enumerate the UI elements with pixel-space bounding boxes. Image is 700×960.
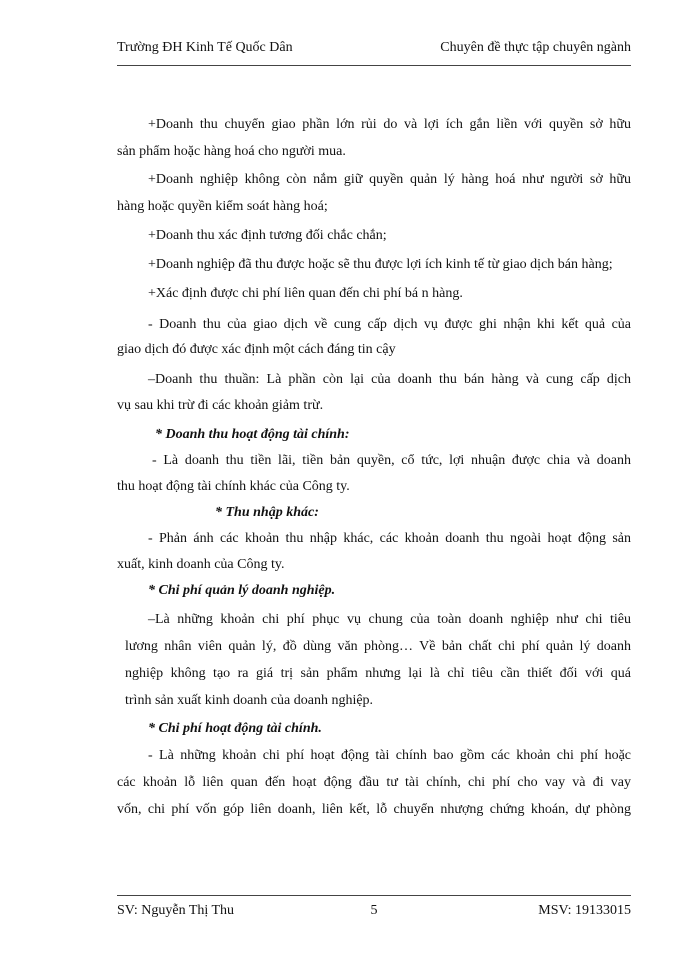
text-line: –Là những khoản chi phí phục vụ chung của toàn doanh nghiệp như chi tiêu — [148, 612, 631, 627]
text-line: vốn, chi phí vốn góp liên doanh, liên kết, lỗ chuyển nhượng chứng khoán, dự phòng — [117, 802, 631, 817]
text-line: +Doanh thu xác định tương đối chắc chắn; — [148, 228, 387, 243]
text-line: +Doanh nghiệp đã thu được hoặc sẽ thu được lợi ích kinh tế từ giao dịch bán hàng; — [148, 257, 613, 272]
section-heading: * Chi phí hoạt động tài chính. — [148, 721, 322, 736]
header-title: Chuyên đề thực tập chuyên ngành — [440, 40, 631, 55]
text-line: các khoản lỗ liên quan đến hoạt động đầu tư tài chính, chi phí cho vay và đi vay — [117, 775, 631, 790]
header-school: Trường ĐH Kinh Tế Quốc Dân — [117, 40, 293, 55]
text-line: –Doanh thu thuần: Là phần còn lại của doanh thu bán hàng và cung cấp dịch — [148, 372, 631, 387]
text-line: xuất, kinh doanh của Công ty. — [117, 557, 285, 572]
text-line: +Xác định được chi phí liên quan đến chi phí bá n hàng. — [148, 286, 463, 301]
text-line: thu hoạt động tài chính khác của Công ty. — [117, 479, 350, 494]
text-line: trình sản xuất kinh doanh của doanh nghiệp. — [125, 693, 374, 708]
text-line: - Doanh thu của giao dịch về cung cấp dịch vụ được ghi nhận khi kết quả của — [148, 317, 631, 332]
section-heading: * Thu nhập khác: — [215, 505, 319, 520]
page-header — [117, 40, 631, 56]
page-footer — [117, 903, 631, 919]
section-heading: * Doanh thu hoạt động tài chính: — [155, 427, 350, 442]
text-line: +Doanh thu chuyển giao phần lớn rủi do và lợi ích gắn liền với quyền sở hữu — [148, 117, 631, 132]
header-rule — [117, 65, 631, 66]
text-line: - Phản ánh các khoản thu nhập khác, các khoản doanh thu ngoài hoạt động sản — [148, 531, 631, 546]
section-heading: * Chi phí quản lý doanh nghiệp. — [148, 583, 336, 598]
text-line: vụ sau khi trừ đi các khoản giảm trừ. — [117, 398, 324, 413]
text-line: - Là những khoản chi phí hoạt động tài chính bao gồm các khoản chi phí hoặc — [148, 748, 631, 763]
text-line: sản phẩm hoặc hàng hoá cho người mua. — [117, 144, 346, 159]
footer-student: SV: Nguyễn Thị Thu — [117, 903, 235, 918]
text-line: lương nhân viên quản lý, đồ dùng văn phòng… Về bản chất chi phí quản lý doanh — [125, 639, 631, 654]
page-number: 5 — [370, 903, 378, 918]
text-line: - Là doanh thu tiền lãi, tiền bản quyền, cổ tức, lợi nhuận được chia và doanh — [152, 453, 631, 468]
footer-rule — [117, 895, 631, 896]
text-line: giao dịch đó được xác định một cách đáng tin cậy — [117, 342, 396, 357]
text-line: +Doanh nghiệp không còn nắm giữ quyền quản lý hàng hoá như người sở hữu — [148, 172, 631, 187]
text-line: nghiệp không tạo ra giá trị sản phẩm nhưng lại là chỉ tiêu cần thiết đối với quá — [125, 666, 631, 681]
text-line: hàng hoặc quyền kiểm soát hàng hoá; — [117, 199, 328, 214]
footer-student-id: MSV: 19133015 — [538, 903, 631, 918]
